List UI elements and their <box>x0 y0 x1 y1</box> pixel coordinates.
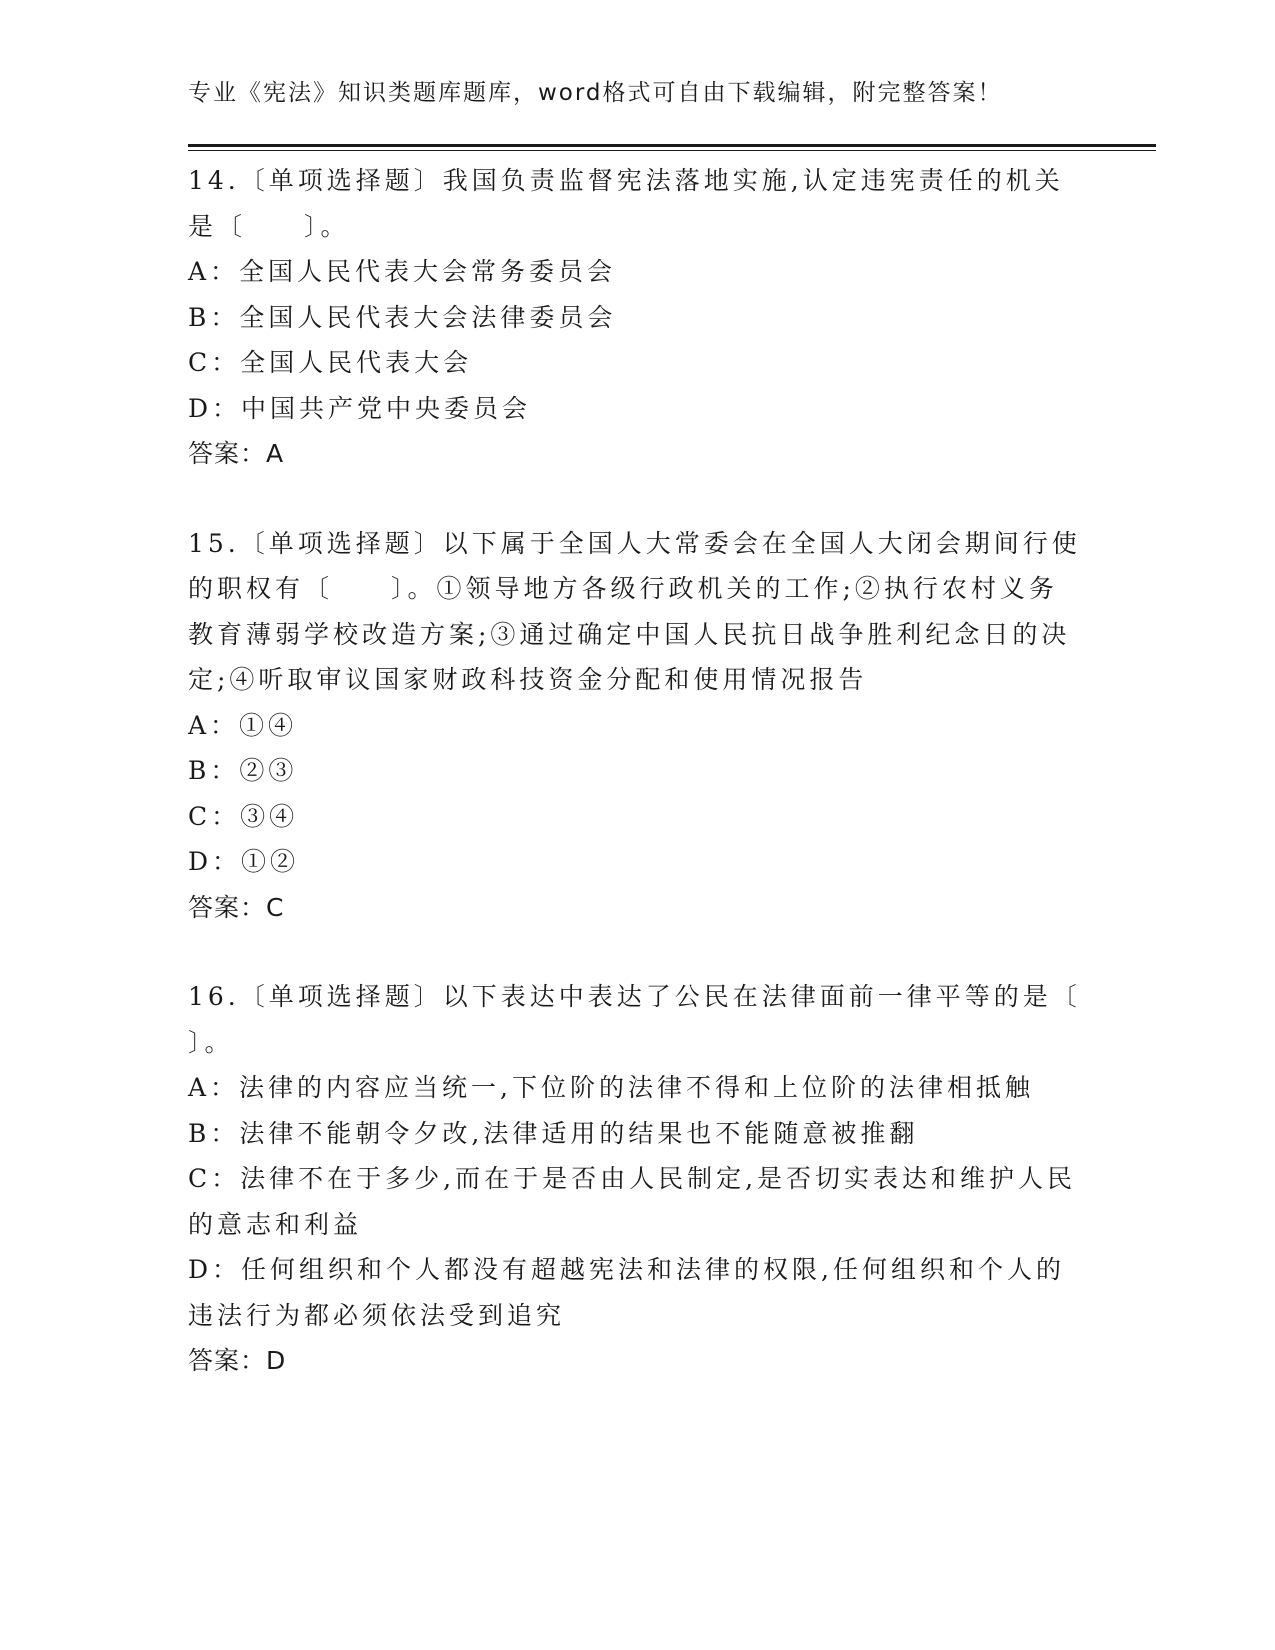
question-stem-line: 的职权有〔 〕。①领导地方各级行政机关的工作;②执行农村义务 <box>188 574 1058 603</box>
option-d-continued: 违法行为都必须依法受到追究 <box>188 1300 566 1330</box>
answer-label: 答案：C <box>188 892 285 922</box>
question-16 <box>188 974 1088 1384</box>
question-stem-line: 〕。 <box>188 1027 234 1057</box>
question-stem-line: 教育薄弱学校改造方案;③通过确定中国人民抗日战争胜利纪念日的决 <box>188 619 1071 649</box>
question-stem-line: 定;④听取审议国家财政科技资金分配和使用情况报告 <box>188 665 868 694</box>
question-stem-line: 14.〔单项选择题〕我国负责监督宪法落地实施,认定违宪责任的机关 <box>188 166 1064 195</box>
option-a: A：法律的内容应当统一,下位阶的法律不得和上位阶的法律相抵触 <box>188 1073 1035 1102</box>
option-a: A：①④ <box>188 710 298 740</box>
option-b: B：全国人民代表大会法律委员会 <box>188 302 617 332</box>
question-stem-line: 16.〔单项选择题〕以下表达中表达了公民在法律面前一律平等的是〔 <box>188 982 1081 1011</box>
question-15 <box>188 521 1088 931</box>
answer-label: 答案：D <box>188 1346 287 1375</box>
option-b: B：法律不能朝令夕改,法律适用的结果也不能随意被推翻 <box>188 1118 919 1148</box>
option-d: D：中国共产党中央委员会 <box>188 393 532 423</box>
question-list <box>188 158 1088 1384</box>
option-a: A：全国人民代表大会常务委员会 <box>188 257 617 286</box>
option-b: B：②③ <box>188 756 298 785</box>
answer-label: 答案：A <box>188 439 285 468</box>
question-14 <box>188 158 1088 477</box>
header-rule-thin <box>188 150 1156 151</box>
option-d: D：任何组织和个人都没有超越宪法和法律的权限,任何组织和个人的 <box>188 1255 1065 1284</box>
header-rule-thick <box>188 144 1156 147</box>
option-c: C：法律不在于多少,而在于是否由人民制定,是否切实表达和维护人民 <box>188 1164 1077 1193</box>
question-stem-line: 15.〔单项选择题〕以下属于全国人大常委会在全国人大闭会期间行使 <box>188 528 1081 558</box>
option-d: D：①② <box>188 847 300 876</box>
option-c-continued: 的意志和利益 <box>188 1209 363 1239</box>
option-c: C：全国人民代表大会 <box>188 348 473 377</box>
question-stem-line: 是〔 〕。 <box>188 211 350 241</box>
option-c: C：③④ <box>188 801 299 831</box>
page-header: 专业《宪法》知识类题库题库，word格式可自由下载编辑，附完整答案！ <box>188 80 1003 106</box>
